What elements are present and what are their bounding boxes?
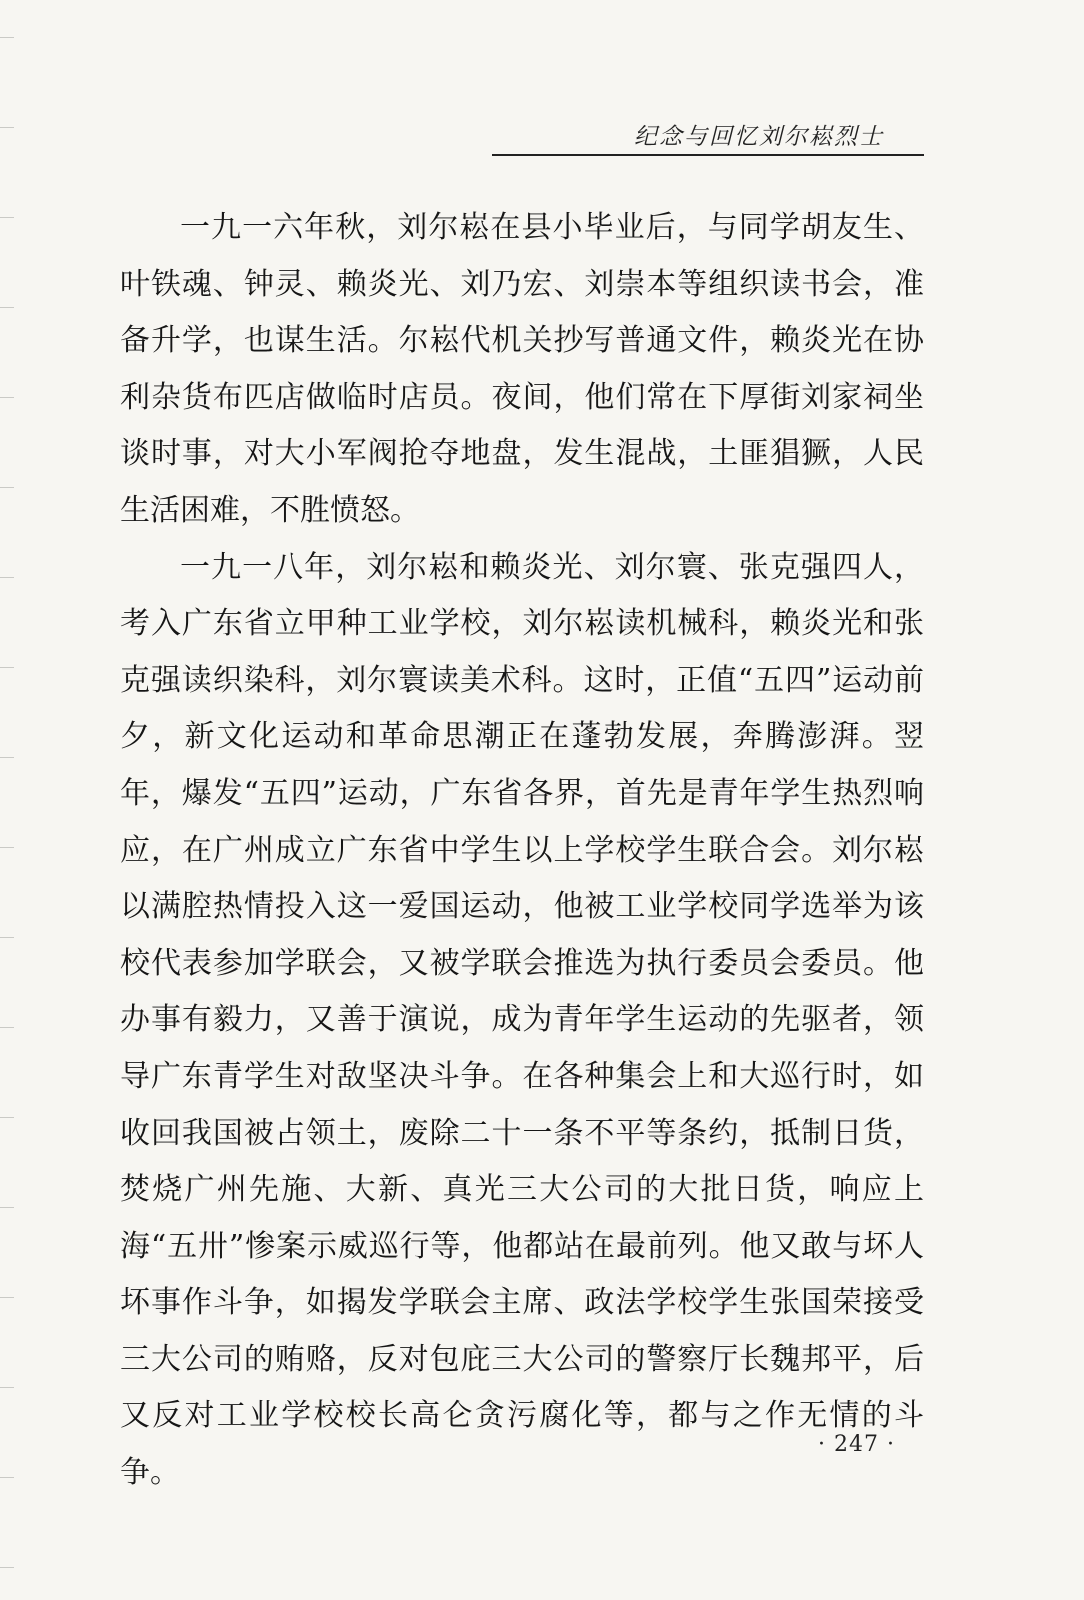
body-text [120, 200, 924, 1502]
header-rule [492, 154, 924, 156]
page-number: · 247 · [818, 1432, 895, 1457]
running-header: 纪念与回忆刘尔崧烈士 [634, 124, 884, 150]
paragraph-1: 一九一六年秋，刘尔崧在县小毕业后，与同学胡友生、叶铁魂、钟灵、赖炎光、刘乃宏、刘崇本等组织读书会，准备升学，也谋生活。尔崧代机关抄写普通文件，赖炎光在协利杂货布匹店做临时店员。夜间，他们常在下厚街刘家祠坐谈时事，对大小军阀抢夺地盘，发生混战，土匪猖獗，人民生活困难，不胜愤怒。 [120, 210, 924, 528]
scan-edge [0, 0, 14, 1600]
paragraph-2: 一九一八年，刘尔崧和赖炎光、刘尔寰、张克强四人，考入广东省立甲种工业学校，刘尔崧读机械科，赖炎光和张克强读织染科，刘尔寰读美术科。这时，正值“五四”运动前夕，新文化运动和革命思潮正在蓬勃发展，奔腾澎湃。翌年，爆发“五四”运动，广东省各界，首先是青年学生热烈响应，在广州成立广东省中学生以上学校学生联合会。刘尔崧以满腔热情投入这一爱国运动，他被工业学校同学选举为该校代表参加学联会，又被学联会推选为执行委员会委员。他办事有毅力，又善于演说，成为青年学生运动的先驱者，领导广东青学生对敌坚决斗争。在各种集会上和大巡行时，如收回我国被占领土，废除二十一条不平等条约，抵制日货，焚烧广州先施、大新、真光三大公司的大批日货，响应上海“五卅”惨案示威巡行等，他都站在最前列。他又敢与坏人坏事作斗争，如揭发学联会主席、政法学校学生张国荣接受三大公司的贿赂，反对包庇三大公司的警察厅长魏邦平，后又反对工业学校校长高仑贪污腐化等，都与之作无情的斗争。 [120, 549, 924, 1491]
